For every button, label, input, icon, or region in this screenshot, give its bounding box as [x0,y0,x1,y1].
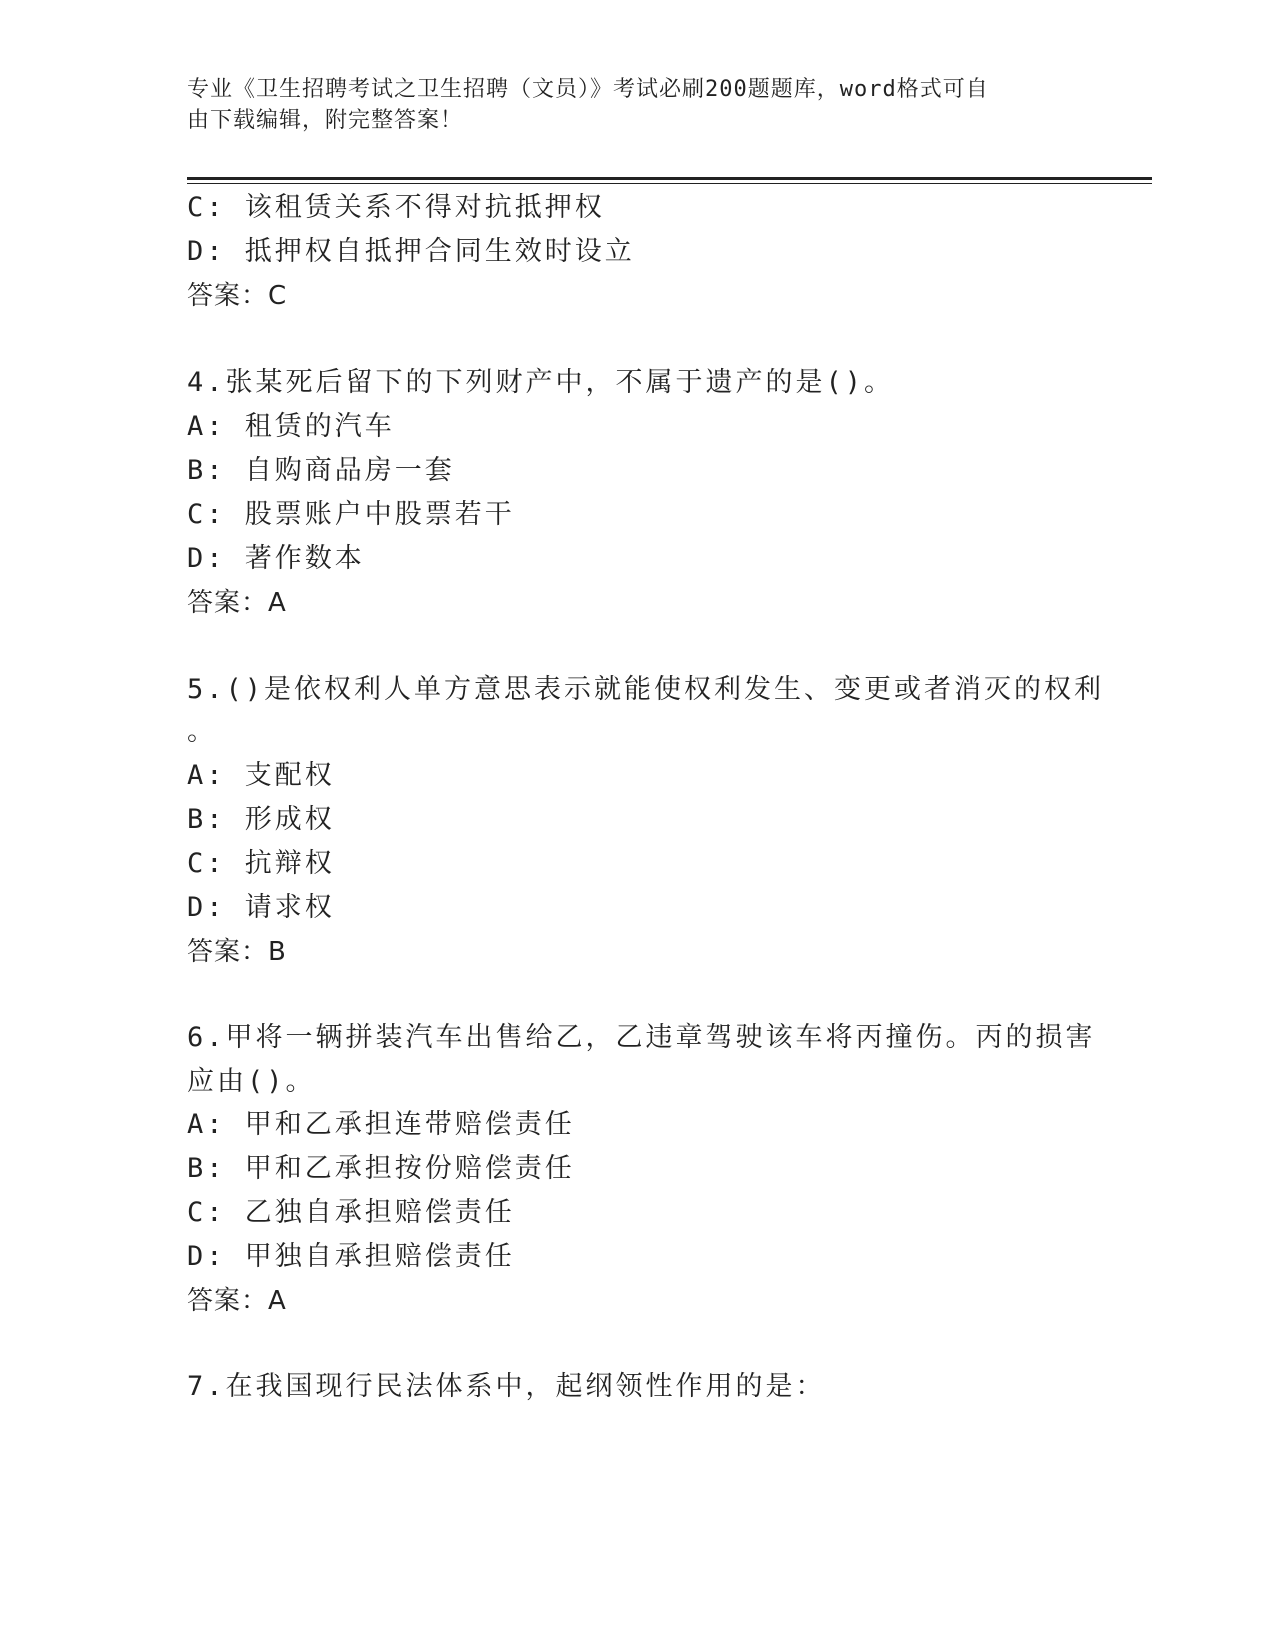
q4-answer: 答案：A [187,588,287,618]
document-header [187,74,1067,136]
q6-option-a: A: 甲和乙承担连带赔偿责任 [187,1109,575,1140]
q5-answer: 答案：B [187,937,287,967]
q3-answer: 答案：C [187,281,288,311]
q4-option-a: A: 租赁的汽车 [187,411,395,442]
q3-option-c: C: 该租赁关系不得对抗抵押权 [187,192,605,223]
q4-option-c: C: 股票账户中股票若干 [187,499,515,530]
q5-stem-line-2: 。 [187,716,217,747]
q6-option-b: B: 甲和乙承担按份赔偿责任 [187,1153,575,1184]
header-line-1: 专业《卫生招聘考试之卫生招聘（文员）》考试必刷200题题库，word格式可自 [187,77,989,102]
q5-stem-line-1: 5.()是依权利人单方意思表示就能使权利发生、变更或者消灭的权利 [187,674,1105,705]
q6-option-d: D: 甲独自承担赔偿责任 [187,1241,515,1272]
q6-option-c: C: 乙独自承担赔偿责任 [187,1197,515,1228]
header-rule-thin [187,183,1152,184]
q5-option-a: A: 支配权 [187,760,335,791]
header-rule-thick [187,177,1152,180]
q5-option-d: D: 请求权 [187,892,335,923]
q4-stem: 4.张某死后留下的下列财产中，不属于遗产的是()。 [187,367,895,398]
q6-stem-line-1: 6.甲将一辆拼装汽车出售给乙，乙违章驾驶该车将丙撞伤。丙的损害 [187,1022,1096,1053]
q4-option-b: B: 自购商品房一套 [187,455,455,486]
q5-option-b: B: 形成权 [187,804,335,835]
q6-answer: 答案：A [187,1286,287,1316]
q4-option-d: D: 著作数本 [187,543,365,574]
header-line-2: 由下载编辑，附完整答案！ [187,108,464,133]
q7-stem: 7.在我国现行民法体系中，起纲领性作用的是： [187,1371,826,1402]
q6-stem-line-2: 应由()。 [187,1066,316,1097]
q5-option-c: C: 抗辩权 [187,848,335,879]
q3-option-d: D: 抵押权自抵押合同生效时设立 [187,236,635,267]
